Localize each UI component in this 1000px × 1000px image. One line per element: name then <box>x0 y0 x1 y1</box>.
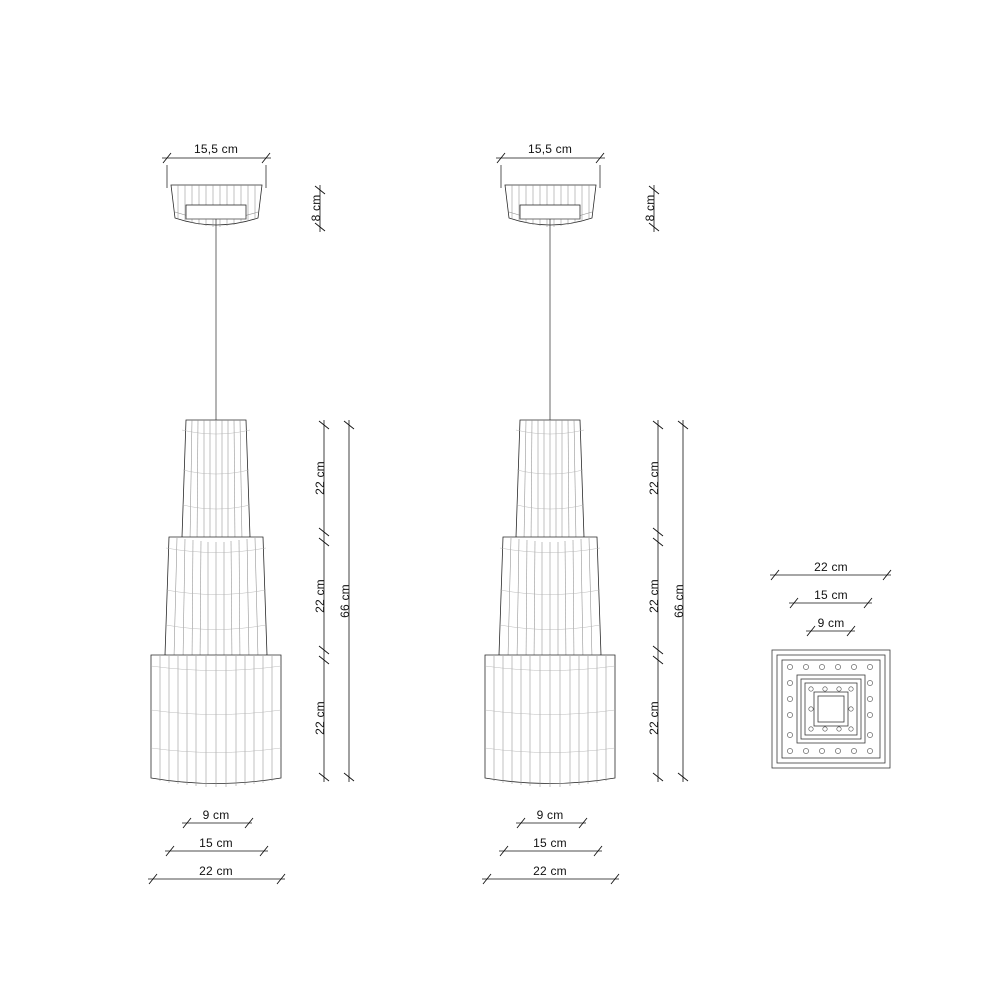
label-total-height-left: 66 cm <box>338 584 352 618</box>
label-total-height-right: 66 cm <box>672 584 686 618</box>
elevation-right-group <box>482 153 688 884</box>
label-canopy-height-right: 8 cm <box>643 194 657 222</box>
elevation-left-group <box>148 153 354 884</box>
label-plan-inner-width: 9 cm <box>817 616 845 630</box>
label-canopy-width-left: 15,5 cm <box>193 142 239 156</box>
label-tier-bottom-width-right: 22 cm <box>533 864 567 878</box>
shade-tier-bottom-right <box>485 655 615 787</box>
shade-tier-bottom-left <box>151 655 281 787</box>
label-tier-top-width-left: 9 cm <box>202 808 230 822</box>
label-tier-middle-height-right: 22 cm <box>647 579 661 613</box>
shade-tier-top-left <box>182 420 250 545</box>
label-plan-outer-width: 22 cm <box>814 560 848 574</box>
plan-inner-square <box>814 692 848 726</box>
label-tier-middle-width-right: 15 cm <box>533 836 567 850</box>
label-canopy-height-left: 8 cm <box>309 194 323 222</box>
shade-tier-middle-left <box>165 537 267 663</box>
label-tier-top-width-right: 9 cm <box>536 808 564 822</box>
canopy-right <box>505 185 596 227</box>
canopy-width-dimension-left <box>162 153 271 188</box>
label-tier-top-height-left: 22 cm <box>313 461 327 495</box>
label-tier-bottom-width-left: 22 cm <box>199 864 233 878</box>
label-tier-bottom-height-right: 22 cm <box>647 701 661 735</box>
label-tier-middle-width-left: 15 cm <box>199 836 233 850</box>
canopy-left <box>171 185 262 227</box>
shade-tier-top-right <box>516 420 584 545</box>
label-canopy-width-right: 15,5 cm <box>527 142 573 156</box>
label-tier-middle-height-left: 22 cm <box>313 579 327 613</box>
shade-tier-middle-right <box>499 537 601 663</box>
canopy-width-dimension-right <box>496 153 605 188</box>
label-tier-top-height-right: 22 cm <box>647 461 661 495</box>
label-plan-middle-width: 15 cm <box>814 588 848 602</box>
label-tier-bottom-height-left: 22 cm <box>313 701 327 735</box>
